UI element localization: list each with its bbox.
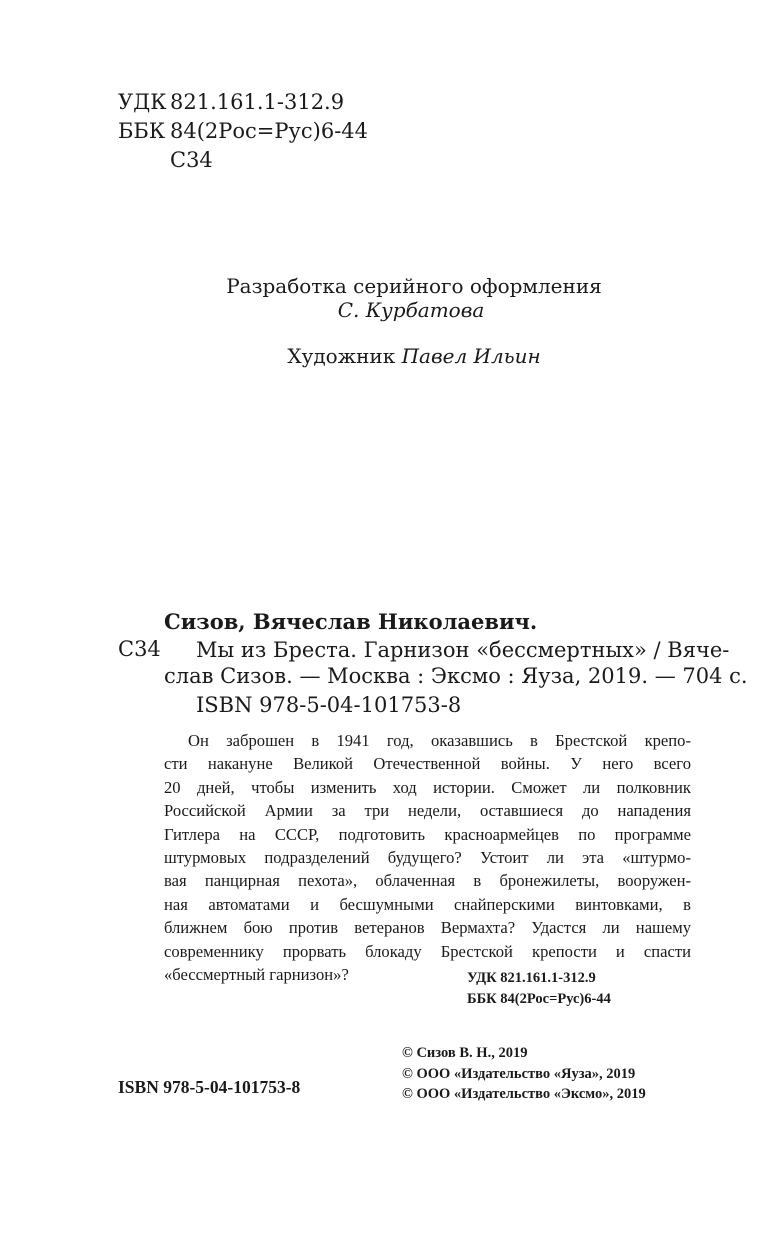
bbk-line — [118, 117, 368, 146]
annotation-line: ная автоматами и бесшумными снайперскими винтовками, в — [164, 894, 691, 914]
annotation-line: Гитлера на СССР, подготовить красноармейцев по программе — [164, 824, 691, 844]
classification-block — [118, 88, 368, 175]
artist-label: Художник — [287, 344, 396, 368]
artist-credit — [20, 342, 768, 370]
udk-line — [118, 88, 368, 117]
title-line-2: слав Сизов. — Москва : Эксмо : Яуза, 2019. — 704 с. — [164, 664, 748, 688]
annotation-line: Он заброшен в 1941 год, оказавшись в Брестской крепо- — [188, 731, 691, 750]
copyright-eksmo: © ООО «Издательство «Эксмо», 2019 — [402, 1086, 646, 1102]
annotation-line: Российской Армии за три недели, оставшиеся до нападения — [164, 801, 691, 821]
footer-udk: УДК 821.161.1-312.9 — [467, 970, 596, 986]
footer-isbn: ISBN 978-5-04-101753-8 — [118, 1077, 301, 1097]
annotation-line: 20 дней, чтобы изменить ход истории. Сможет ли полковник — [164, 777, 691, 797]
udk-label: УДК — [118, 90, 167, 114]
copyright-yauza: © ООО «Издательство «Яуза», 2019 — [402, 1065, 636, 1082]
annotation-line: вая панцирная пехота», облаченная в бронежилеты, вооружен- — [164, 871, 691, 891]
bbk-label: ББК — [118, 119, 166, 143]
author-mark-top: С34 — [170, 148, 213, 172]
copyright-block — [402, 1043, 646, 1105]
series-design-label: Разработка серийного оформления — [226, 274, 602, 298]
annotation — [164, 729, 691, 986]
copyright-author: © Сизов В. Н., 2019 — [402, 1045, 528, 1061]
catalog-isbn: ISBN 978-5-04-101753-8 — [196, 693, 462, 717]
annotation-line: штурмовых подразделений будущего? Устоит ли эта «штурмо- — [164, 847, 691, 867]
annotation-line: сти накануне Великой Отечественной войны. У него всего — [164, 754, 691, 774]
udk-code: 821.161.1-312.9 — [170, 90, 345, 114]
series-design-name: С. Курбатова — [337, 298, 485, 322]
catalog-title — [164, 637, 748, 689]
annotation-line: ближнем бою против ветеранов Вермахта? Удастся ли нашему — [164, 918, 691, 938]
artist-name: Павел Ильин — [401, 344, 541, 368]
catalog-author-mark: С34 — [118, 637, 161, 661]
bbk-code: 84(2Рос=Рус)6-44 — [170, 119, 369, 143]
title-line-1: Мы из Бреста. Гарнизон «бессмертных» / Вяче- — [196, 638, 730, 662]
catalog-author: Сизов, Вячеслав Николаевич. — [164, 609, 538, 634]
annotation-line: «бессмертный гарнизон»? — [164, 964, 349, 984]
annotation-line: современнику прорвать блокаду Брестской крепости и спасти — [164, 941, 691, 961]
footer-bbk: ББК 84(2Рос=Рус)6-44 — [467, 991, 611, 1007]
footer-classification — [467, 968, 611, 1010]
